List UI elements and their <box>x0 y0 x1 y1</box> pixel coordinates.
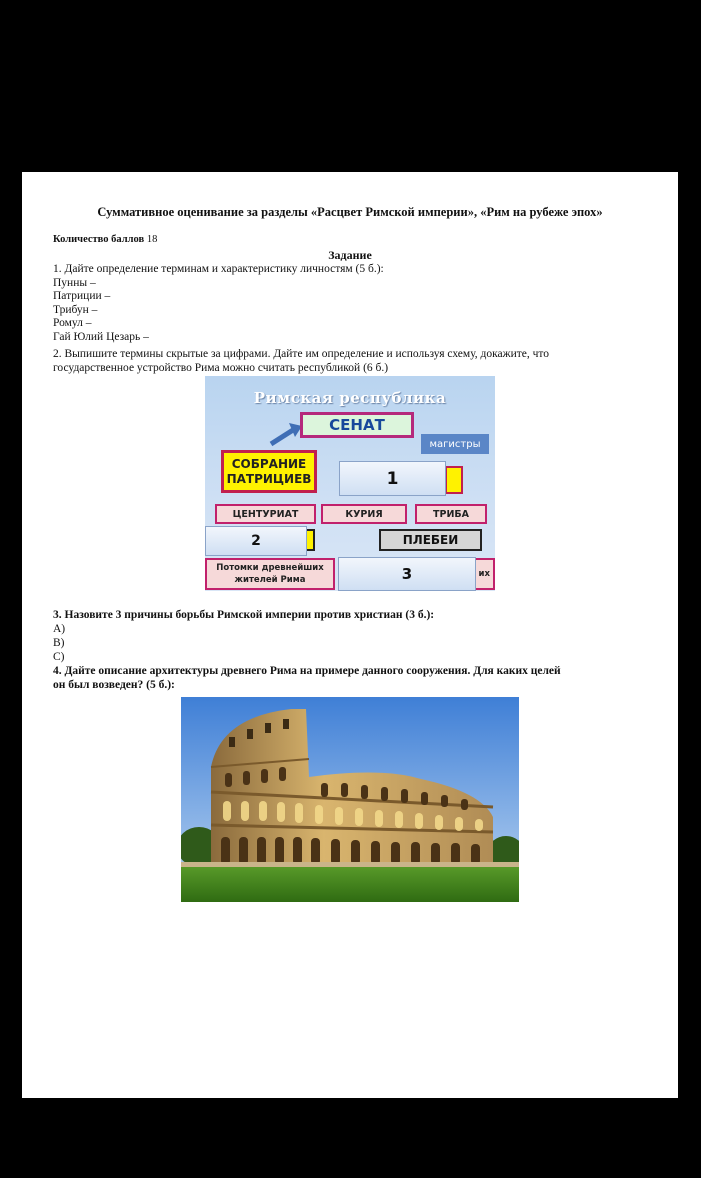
potomki-box <box>205 558 335 590</box>
hidden-label-3: 3 <box>338 557 476 591</box>
q1-item: Пунны – <box>53 276 96 289</box>
triba-box: ТРИБА <box>415 504 487 524</box>
hidden-label-1: 1 <box>339 461 446 496</box>
senat-box: СЕНАТ <box>300 412 414 438</box>
q3-prompt: 3. Назовите 3 причины борьбы Римской империи против христиан (3 б.): <box>53 609 435 621</box>
q4-line2: он был возведен? (5 б.): <box>53 679 175 691</box>
plebei-box: ПЛЕБЕИ <box>379 529 482 551</box>
republic-diagram <box>205 376 495 591</box>
magistry-box: магистры <box>421 434 489 454</box>
q1-item: Патриции – <box>53 290 111 302</box>
potomki-line1: Потомки древнейших <box>216 563 324 573</box>
curia-box: КУРИЯ <box>321 504 407 524</box>
rest-box-fragment: их <box>465 558 495 590</box>
q1-item: Трибун – <box>53 303 98 316</box>
question-1 <box>53 263 643 344</box>
q3-option-b: B) <box>53 637 65 649</box>
q1-item: Ромул – <box>53 317 92 329</box>
sobranie-line2: ПАТРИЦИЕВ <box>226 471 312 486</box>
document-title: Суммативное оценивание за разделы «Расцвет Римской империи», «Рим на рубеже эпох» <box>97 205 603 219</box>
score-label: Количество баллов <box>53 234 145 245</box>
score-value: 18 <box>146 234 158 245</box>
hidden-box-yellow <box>445 466 463 494</box>
document-page <box>22 172 678 1098</box>
q2-line2: государственное устройство Рима можно считать республикой (6 б.) <box>53 361 389 374</box>
diagram-title: Римская республика <box>253 389 447 407</box>
centuriat-box: ЦЕНТУРИАТ <box>215 504 316 524</box>
sobranie-box <box>221 450 317 493</box>
potomki-line2: жителей Рима <box>234 575 306 585</box>
q1-prompt: 1. Дайте определение терминам и характеристику личностям (5 б.): <box>53 263 384 275</box>
task-heading: Задание <box>328 248 372 262</box>
q1-item: Гай Юлий Цезарь – <box>53 330 149 343</box>
questions-3-4 <box>53 608 653 692</box>
hidden-label-2: 2 <box>205 526 307 556</box>
colosseum-photo <box>181 697 519 902</box>
score-line <box>53 234 157 245</box>
q3-option-c: C) <box>53 651 65 663</box>
q4-line1: 4. Дайте описание архитектуры древнего Рима на примере данного сооружения. Для каких целей <box>53 665 561 677</box>
question-2 <box>53 348 643 375</box>
sobranie-line1: СОБРАНИЕ <box>231 456 307 471</box>
q3-option-a: A) <box>53 623 66 635</box>
q2-line1: 2. Выпишите термины скрытые за цифрами. Дайте им определение и используя схему, докажите, что <box>53 348 550 360</box>
